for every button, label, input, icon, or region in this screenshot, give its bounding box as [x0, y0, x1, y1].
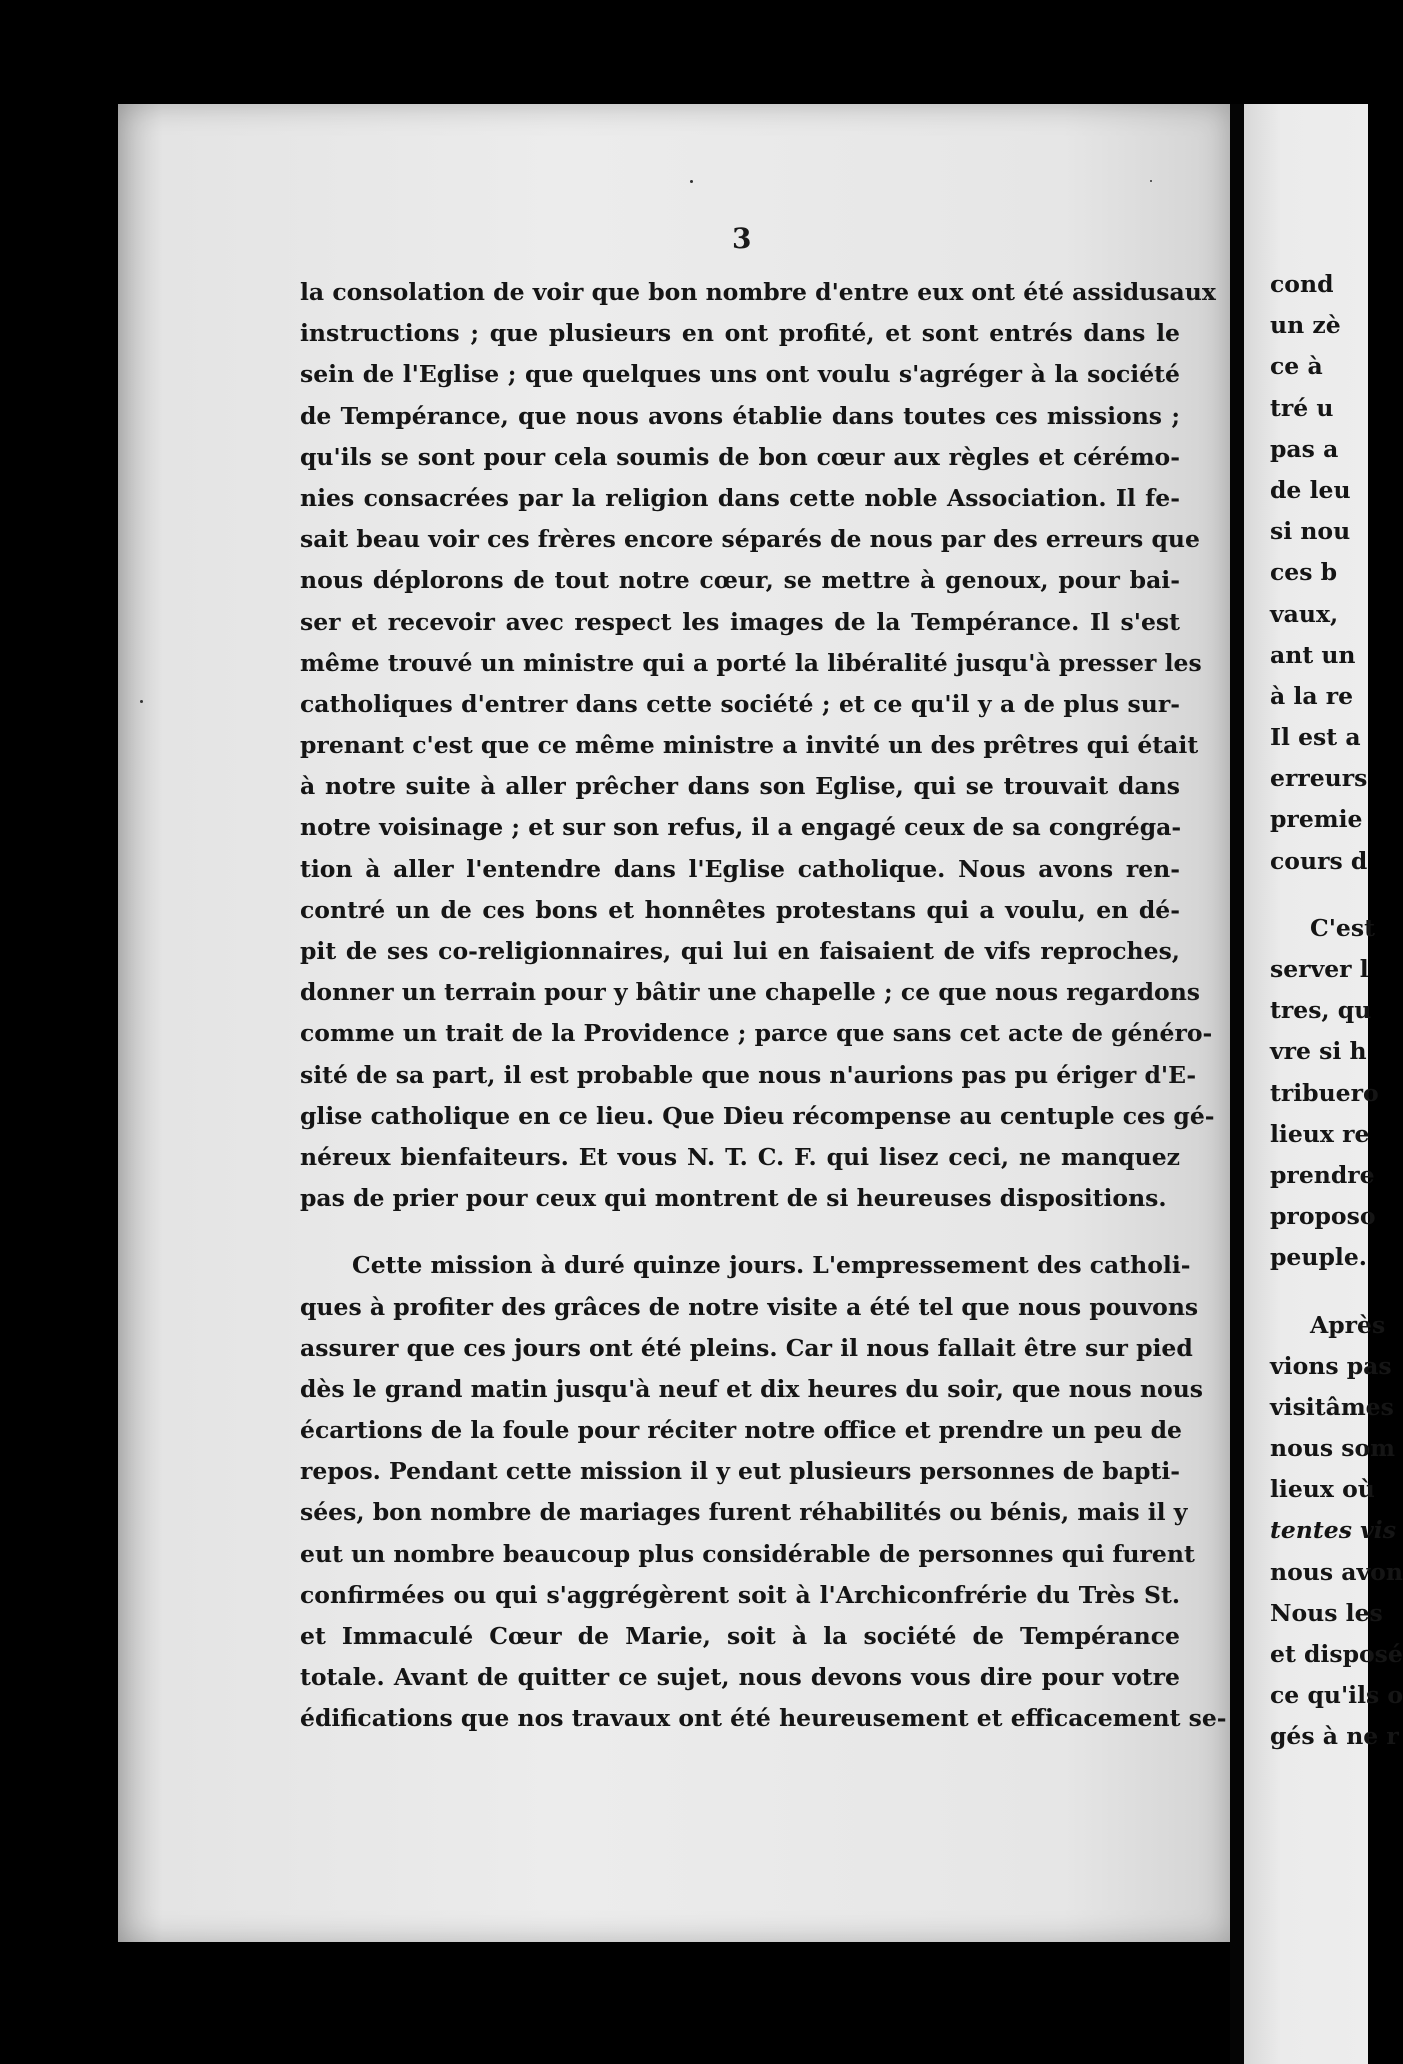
text-line: qu'ils se sont pour cela soumis de bon cœur aux règles et cérémo- [300, 442, 1180, 471]
text-line: prenant c'est que ce même ministre a invité un des prêtres qui était [300, 731, 1199, 760]
left-column-text [300, 272, 1227, 1740]
text-line: erreurs [1270, 764, 1368, 793]
text-line: un zè [1270, 311, 1341, 340]
text-line: nous déplorons de tout notre cœur, se mettre à genoux, pour bai- [300, 566, 1180, 595]
text-line: ant un [1270, 640, 1356, 669]
text-line: C'est [1310, 913, 1375, 942]
text-line: pas de prier pour ceux qui montrent de si heureuses dispositions. [300, 1184, 1167, 1213]
text-line: et disposé [1270, 1640, 1403, 1668]
right-paragraph-2 [1270, 908, 1380, 1279]
right-column-text [1270, 264, 1403, 1758]
text-line: server l [1270, 955, 1369, 983]
text-line: peuple. [1270, 1243, 1367, 1272]
text-line: édifications que nos travaux ont été heureusement et efficacement se- [300, 1704, 1227, 1733]
text-line: nies consacrées par la religion dans cette noble Association. Il fe- [300, 483, 1180, 512]
text-line: Après [1310, 1310, 1386, 1339]
text-line: sées, bon nombre de mariages furent réhabilités ou bénis, mais il y [300, 1498, 1188, 1527]
text-line: contré un de ces bons et honnêtes protestans qui a voulu, en dé- [300, 895, 1180, 924]
text-line: notre voisinage ; et sur son refus, il a engagé ceux de sa congréga- [300, 813, 1182, 842]
text-line: ce qu'ils o [1270, 1681, 1403, 1710]
text-line: repos. Pendant cette mission il y eut plusieurs personnes de bapti- [300, 1457, 1180, 1486]
text-line: donner un terrain pour y bâtir une chapelle ; ce que nous regardons [300, 978, 1201, 1007]
text-line: tré u [1270, 393, 1334, 422]
text-line: si nou [1270, 517, 1351, 546]
text-line: glise catholique en ce lieu. Que Dieu récompense au centuple ces gé- [300, 1101, 1215, 1130]
text-line: sité de sa part, il est probable que nous n'aurions pas pu ériger d'E- [300, 1060, 1197, 1089]
text-line: ser et recevoir avec respect les images de la Tempérance. Il s'est [300, 607, 1180, 636]
paragraph-gap [1270, 882, 1380, 908]
text-line: sait beau voir ces frères encore séparés de nous par des erreurs que [300, 525, 1200, 554]
text-line: ques à profiter des grâces de notre visite a été tel que nous pouvons [300, 1292, 1199, 1321]
text-line: vions pas [1270, 1351, 1392, 1380]
paper-speck [140, 700, 143, 703]
text-line: Cette mission à duré quinze jours. L'empressement des catholi- [352, 1251, 1191, 1280]
text-line: vaux, [1270, 599, 1339, 628]
text-line: prendre [1270, 1160, 1375, 1189]
text-line: la consolation de voir que bon nombre d'entre eux ont été assidusaux [300, 278, 1216, 306]
text-line: cours d [1270, 846, 1368, 875]
paper-speck [1150, 180, 1152, 182]
text-line: visitâmes [1270, 1392, 1394, 1421]
text-line: tribuero [1270, 1078, 1379, 1107]
text-line: dès le grand matin jusqu'à neuf et dix heures du soir, que nous nous [300, 1374, 1204, 1403]
paragraph-gap [1270, 1279, 1380, 1305]
text-line: Nous les [1270, 1598, 1383, 1627]
text-line: et Immaculé Cœur de Marie, soit à la société de Tempérance [300, 1622, 1180, 1650]
text-line: pit de ses co-religionnaires, qui lui en faisaient de vifs reproches, [300, 937, 1180, 965]
paragraph-1 [300, 272, 1216, 1219]
text-line: écartions de la foule pour réciter notre office et prendre un peu de [300, 1416, 1182, 1445]
text-line: à la re [1270, 681, 1354, 710]
text-line: tentes vis [1270, 1516, 1396, 1545]
text-line: néreux bienfaiteurs. Et vous N. T. C. F. qui lisez ceci, ne manquez [300, 1142, 1180, 1171]
right-paragraph-3 [1270, 1305, 1403, 1758]
text-line: proposo [1270, 1202, 1376, 1231]
text-line: lieux où [1270, 1475, 1375, 1504]
text-line: pas a [1270, 434, 1339, 463]
page-number: 3 [732, 222, 752, 255]
text-line: eut un nombre beaucoup plus considérable de personnes qui furent [300, 1539, 1195, 1568]
text-line: nous avon [1270, 1557, 1403, 1586]
text-line: nous som [1270, 1434, 1396, 1463]
text-line: même trouvé un ministre qui a porté la libéralité jusqu'à presser les [300, 648, 1202, 677]
text-line: premie [1270, 805, 1363, 834]
text-line: à notre suite à aller prêcher dans son Eglise, qui se trouvait dans [300, 772, 1180, 801]
book-gutter [1230, 104, 1244, 2064]
text-line: instructions ; que plusieurs en ont profité, et sont entrés dans le [300, 319, 1180, 348]
text-line: tion à aller l'entendre dans l'Eglise catholique. Nous avons ren- [300, 854, 1180, 883]
text-line: catholiques d'entrer dans cette société ; et ce qu'il y a de plus sur- [300, 689, 1180, 718]
text-line: totale. Avant de quitter ce sujet, nous devons vous dire pour votre [300, 1663, 1180, 1692]
text-line: sein de l'Eglise ; que quelques uns ont voulu s'agréger à la société [300, 360, 1180, 389]
text-line: Il est a [1270, 723, 1361, 752]
text-line: comme un trait de la Providence ; parce que sans cet acte de généro- [300, 1019, 1213, 1048]
text-line: confirmées ou qui s'aggrégèrent soit à l'Archiconfrérie du Très St. [300, 1580, 1180, 1609]
text-line: tres, qu [1270, 996, 1372, 1025]
text-line: vre si h [1270, 1037, 1367, 1066]
right-paragraph-1 [1270, 264, 1380, 882]
text-line: cond [1270, 270, 1334, 298]
text-line: ce à [1270, 352, 1323, 381]
paragraph-gap [300, 1219, 1180, 1245]
paper-speck [690, 180, 693, 183]
text-line: de leu [1270, 475, 1351, 504]
text-line: assurer que ces jours ont été pleins. Car il nous fallait être sur pied [300, 1333, 1193, 1362]
text-line: ces b [1270, 558, 1338, 587]
text-line: de Tempérance, que nous avons établie dans toutes ces missions ; [300, 401, 1180, 430]
text-line: lieux re [1270, 1119, 1370, 1148]
text-line: gés à ne r [1270, 1722, 1399, 1751]
paragraph-2 [300, 1245, 1227, 1739]
